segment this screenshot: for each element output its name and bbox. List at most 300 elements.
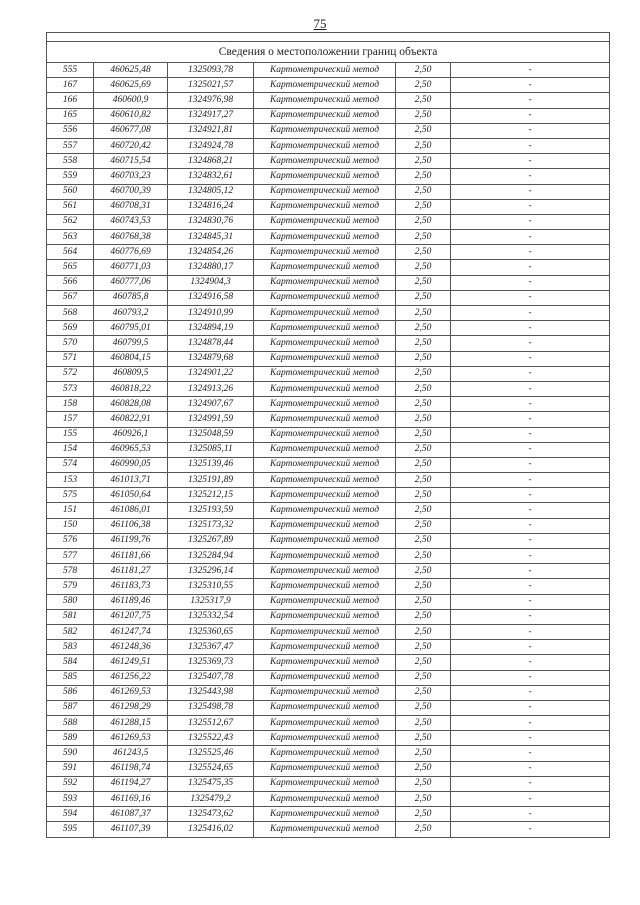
- cell-point-number: 587: [47, 700, 94, 715]
- cell-coord-y: 1324904,3: [168, 275, 254, 290]
- table-row: [47, 381, 610, 396]
- cell-extra: -: [451, 685, 610, 700]
- cell-coord-y: 1325475,35: [168, 776, 254, 791]
- cell-extra: -: [451, 700, 610, 715]
- cell-coord-y: 1325267,89: [168, 533, 254, 548]
- cell-method: Картометрический метод: [254, 761, 396, 776]
- cell-accuracy: 2,50: [396, 230, 451, 245]
- cell-point-number: 590: [47, 746, 94, 761]
- cell-extra: -: [451, 260, 610, 275]
- cell-accuracy: 2,50: [396, 473, 451, 488]
- cell-coord-x: 461013,71: [94, 473, 168, 488]
- cell-accuracy: 2,50: [396, 366, 451, 381]
- cell-point-number: 582: [47, 624, 94, 639]
- cell-coord-x: 460822,91: [94, 412, 168, 427]
- cell-extra: -: [451, 746, 610, 761]
- cell-accuracy: 2,50: [396, 549, 451, 564]
- cell-point-number: 564: [47, 245, 94, 260]
- cell-method: Картометрический метод: [254, 503, 396, 518]
- cell-point-number: 166: [47, 93, 94, 108]
- cell-coord-y: 1324916,58: [168, 290, 254, 305]
- cell-coord-y: 1324816,24: [168, 199, 254, 214]
- cell-coord-y: 1325191,89: [168, 473, 254, 488]
- cell-method: Картометрический метод: [254, 214, 396, 229]
- cell-method: Картометрический метод: [254, 609, 396, 624]
- cell-accuracy: 2,50: [396, 761, 451, 776]
- cell-coord-y: 1325048,59: [168, 427, 254, 442]
- cell-coord-y: 1324921,81: [168, 123, 254, 138]
- cell-accuracy: 2,50: [396, 746, 451, 761]
- cell-extra: -: [451, 138, 610, 153]
- cell-point-number: 559: [47, 169, 94, 184]
- table-row: [47, 716, 610, 731]
- cell-accuracy: 2,50: [396, 397, 451, 412]
- section-title: Сведения о местоположении границ объекта: [47, 42, 610, 63]
- cell-point-number: 562: [47, 214, 94, 229]
- cell-point-number: 576: [47, 533, 94, 548]
- cell-method: Картометрический метод: [254, 579, 396, 594]
- cell-method: Картометрический метод: [254, 640, 396, 655]
- cell-point-number: 570: [47, 336, 94, 351]
- cell-extra: -: [451, 123, 610, 138]
- cell-extra: -: [451, 306, 610, 321]
- cell-accuracy: 2,50: [396, 594, 451, 609]
- cell-point-number: 588: [47, 716, 94, 731]
- table-row: [47, 230, 610, 245]
- cell-coord-x: 460715,54: [94, 154, 168, 169]
- cell-coord-x: 461249,51: [94, 655, 168, 670]
- table-row: [47, 93, 610, 108]
- cell-coord-x: 460804,15: [94, 351, 168, 366]
- cell-coord-y: 1325473,62: [168, 807, 254, 822]
- cell-point-number: 583: [47, 640, 94, 655]
- cell-coord-x: 461298,29: [94, 700, 168, 715]
- cell-method: Картометрический метод: [254, 488, 396, 503]
- cell-method: Картометрический метод: [254, 260, 396, 275]
- table-row: [47, 336, 610, 351]
- cell-coord-y: 1324910,99: [168, 306, 254, 321]
- cell-coord-x: 460965,53: [94, 442, 168, 457]
- cell-extra: -: [451, 624, 610, 639]
- table-row: [47, 807, 610, 822]
- cell-coord-x: 461247,74: [94, 624, 168, 639]
- cell-coord-y: 1325332,54: [168, 609, 254, 624]
- cell-accuracy: 2,50: [396, 518, 451, 533]
- cell-coord-x: 460768,38: [94, 230, 168, 245]
- table-row: [47, 822, 610, 837]
- cell-point-number: 573: [47, 381, 94, 396]
- cell-extra: -: [451, 488, 610, 503]
- cell-accuracy: 2,50: [396, 564, 451, 579]
- cell-method: Картометрический метод: [254, 624, 396, 639]
- cell-method: Картометрический метод: [254, 685, 396, 700]
- cell-accuracy: 2,50: [396, 624, 451, 639]
- cell-point-number: 586: [47, 685, 94, 700]
- cell-accuracy: 2,50: [396, 579, 451, 594]
- cell-coord-x: 461248,36: [94, 640, 168, 655]
- cell-point-number: 555: [47, 63, 94, 78]
- cell-method: Картометрический метод: [254, 351, 396, 366]
- cell-coord-x: 461207,75: [94, 609, 168, 624]
- cell-method: Картометрический метод: [254, 230, 396, 245]
- cell-method: Картометрический метод: [254, 457, 396, 472]
- cell-point-number: 558: [47, 154, 94, 169]
- table-row: [47, 397, 610, 412]
- cell-accuracy: 2,50: [396, 93, 451, 108]
- cell-coord-y: 1324901,22: [168, 366, 254, 381]
- cell-accuracy: 2,50: [396, 807, 451, 822]
- cell-accuracy: 2,50: [396, 214, 451, 229]
- cell-method: Картометрический метод: [254, 549, 396, 564]
- cell-coord-y: 1324805,12: [168, 184, 254, 199]
- cell-accuracy: 2,50: [396, 700, 451, 715]
- table-row: [47, 351, 610, 366]
- cell-point-number: 151: [47, 503, 94, 518]
- table-row: [47, 594, 610, 609]
- table-row: [47, 624, 610, 639]
- table-row: [47, 518, 610, 533]
- cell-accuracy: 2,50: [396, 427, 451, 442]
- cell-coord-y: 1325021,57: [168, 78, 254, 93]
- cell-method: Картометрический метод: [254, 700, 396, 715]
- cell-coord-x: 461169,16: [94, 792, 168, 807]
- table-row: [47, 306, 610, 321]
- cell-coord-y: 1324854,26: [168, 245, 254, 260]
- cell-method: Картометрический метод: [254, 473, 396, 488]
- cell-coord-x: 461199,76: [94, 533, 168, 548]
- cell-method: Картометрический метод: [254, 412, 396, 427]
- cell-point-number: 556: [47, 123, 94, 138]
- cell-accuracy: 2,50: [396, 533, 451, 548]
- cell-extra: -: [451, 78, 610, 93]
- cell-coord-y: 1325367,47: [168, 640, 254, 655]
- cell-coord-x: 461288,15: [94, 716, 168, 731]
- cell-coord-y: 1325524,65: [168, 761, 254, 776]
- cell-extra: -: [451, 321, 610, 336]
- cell-coord-y: 1324907,67: [168, 397, 254, 412]
- cell-coord-x: 461087,37: [94, 807, 168, 822]
- cell-method: Картометрический метод: [254, 381, 396, 396]
- cell-coord-y: 1325416,02: [168, 822, 254, 837]
- cell-coord-x: 460777,06: [94, 275, 168, 290]
- cell-method: Картометрический метод: [254, 63, 396, 78]
- cell-point-number: 594: [47, 807, 94, 822]
- cell-point-number: 566: [47, 275, 94, 290]
- cell-method: Картометрический метод: [254, 306, 396, 321]
- cell-point-number: 569: [47, 321, 94, 336]
- cell-extra: -: [451, 154, 610, 169]
- cell-point-number: 568: [47, 306, 94, 321]
- cell-coord-x: 460771,03: [94, 260, 168, 275]
- cell-point-number: 572: [47, 366, 94, 381]
- cell-coord-y: 1324830,76: [168, 214, 254, 229]
- cell-accuracy: 2,50: [396, 78, 451, 93]
- table-row: [47, 123, 610, 138]
- table-row: [47, 533, 610, 548]
- cell-method: Картометрический метод: [254, 792, 396, 807]
- cell-extra: -: [451, 473, 610, 488]
- cell-method: Картометрический метод: [254, 822, 396, 837]
- cell-method: Картометрический метод: [254, 670, 396, 685]
- cell-coord-x: 460743,53: [94, 214, 168, 229]
- cell-coord-y: 1325317,9: [168, 594, 254, 609]
- table-row: [47, 412, 610, 427]
- cell-extra: -: [451, 579, 610, 594]
- cell-coord-x: 461269,53: [94, 731, 168, 746]
- cell-extra: -: [451, 731, 610, 746]
- cell-extra: -: [451, 230, 610, 245]
- table-row: [47, 670, 610, 685]
- cell-coord-y: 1325369,73: [168, 655, 254, 670]
- table-row: [47, 63, 610, 78]
- cell-method: Картометрический метод: [254, 154, 396, 169]
- cell-coord-x: 460926,1: [94, 427, 168, 442]
- cell-point-number: 158: [47, 397, 94, 412]
- table-row: [47, 290, 610, 305]
- table-row: [47, 442, 610, 457]
- table-row: [47, 321, 610, 336]
- cell-method: Картометрический метод: [254, 275, 396, 290]
- cell-extra: -: [451, 427, 610, 442]
- cell-coord-x: 461050,64: [94, 488, 168, 503]
- cell-coord-x: 461256,22: [94, 670, 168, 685]
- cell-method: Картометрический метод: [254, 123, 396, 138]
- cell-extra: -: [451, 655, 610, 670]
- table-row: [47, 199, 610, 214]
- cell-method: Картометрический метод: [254, 138, 396, 153]
- cell-coord-y: 1325296,14: [168, 564, 254, 579]
- cell-coord-x: 460720,42: [94, 138, 168, 153]
- cell-point-number: 581: [47, 609, 94, 624]
- cell-point-number: 567: [47, 290, 94, 305]
- table-spacer-row: [47, 33, 610, 42]
- cell-extra: -: [451, 609, 610, 624]
- cell-accuracy: 2,50: [396, 275, 451, 290]
- table-row: [47, 655, 610, 670]
- cell-extra: -: [451, 412, 610, 427]
- table-row: [47, 685, 610, 700]
- table-row: [47, 792, 610, 807]
- cell-coord-x: 461181,27: [94, 564, 168, 579]
- table-row: [47, 473, 610, 488]
- cell-accuracy: 2,50: [396, 169, 451, 184]
- cell-extra: -: [451, 640, 610, 655]
- cell-accuracy: 2,50: [396, 138, 451, 153]
- cell-method: Картометрический метод: [254, 442, 396, 457]
- cell-accuracy: 2,50: [396, 442, 451, 457]
- cell-coord-y: 1325360,65: [168, 624, 254, 639]
- cell-point-number: 571: [47, 351, 94, 366]
- cell-extra: -: [451, 761, 610, 776]
- cell-extra: -: [451, 776, 610, 791]
- table-row: [47, 214, 610, 229]
- cell-method: Картометрический метод: [254, 245, 396, 260]
- cell-accuracy: 2,50: [396, 503, 451, 518]
- cell-extra: -: [451, 275, 610, 290]
- cell-extra: -: [451, 564, 610, 579]
- cell-method: Картометрический метод: [254, 427, 396, 442]
- cell-coord-y: 1324845,31: [168, 230, 254, 245]
- cell-extra: -: [451, 290, 610, 305]
- cell-coord-y: 1325093,78: [168, 63, 254, 78]
- cell-coord-x: 460600,9: [94, 93, 168, 108]
- cell-extra: -: [451, 822, 610, 837]
- table-row: [47, 108, 610, 123]
- table-row: [47, 245, 610, 260]
- cell-accuracy: 2,50: [396, 822, 451, 837]
- cell-method: Картометрический метод: [254, 716, 396, 731]
- cell-method: Картометрический метод: [254, 594, 396, 609]
- cell-coord-x: 460610,82: [94, 108, 168, 123]
- cell-coord-y: 1324868,21: [168, 154, 254, 169]
- cell-method: Картометрический метод: [254, 776, 396, 791]
- cell-accuracy: 2,50: [396, 457, 451, 472]
- cell-method: Картометрический метод: [254, 184, 396, 199]
- cell-point-number: 580: [47, 594, 94, 609]
- cell-extra: -: [451, 381, 610, 396]
- cell-coord-x: 460818,22: [94, 381, 168, 396]
- cell-coord-y: 1324991,59: [168, 412, 254, 427]
- cell-coord-x: 460795,01: [94, 321, 168, 336]
- cell-coord-x: 460776,69: [94, 245, 168, 260]
- cell-method: Картометрический метод: [254, 336, 396, 351]
- cell-point-number: 591: [47, 761, 94, 776]
- cell-coord-x: 461189,46: [94, 594, 168, 609]
- cell-method: Картометрический метод: [254, 533, 396, 548]
- cell-coord-y: 1325193,59: [168, 503, 254, 518]
- table-row: [47, 169, 610, 184]
- cell-accuracy: 2,50: [396, 716, 451, 731]
- cell-coord-y: 1324880,17: [168, 260, 254, 275]
- table-row: [47, 564, 610, 579]
- cell-coord-y: 1325407,78: [168, 670, 254, 685]
- cell-point-number: 575: [47, 488, 94, 503]
- cell-method: Картометрический метод: [254, 397, 396, 412]
- cell-coord-x: 461106,38: [94, 518, 168, 533]
- cell-extra: -: [451, 670, 610, 685]
- cell-coord-y: 1325212,15: [168, 488, 254, 503]
- cell-extra: -: [451, 169, 610, 184]
- cell-coord-x: 461181,66: [94, 549, 168, 564]
- table-row: [47, 260, 610, 275]
- table-row: [47, 579, 610, 594]
- cell-coord-x: 460990,05: [94, 457, 168, 472]
- cell-coord-y: 1325479,2: [168, 792, 254, 807]
- table-row: [47, 184, 610, 199]
- cell-accuracy: 2,50: [396, 63, 451, 78]
- cell-coord-x: 460809,5: [94, 366, 168, 381]
- cell-extra: -: [451, 549, 610, 564]
- cell-method: Картометрический метод: [254, 321, 396, 336]
- table-row: [47, 138, 610, 153]
- table-row: [47, 488, 610, 503]
- cell-accuracy: 2,50: [396, 123, 451, 138]
- cell-coord-y: 1324924,78: [168, 138, 254, 153]
- cell-coord-x: 461269,53: [94, 685, 168, 700]
- cell-extra: -: [451, 351, 610, 366]
- cell-accuracy: 2,50: [396, 336, 451, 351]
- cell-method: Картометрический метод: [254, 169, 396, 184]
- cell-extra: -: [451, 533, 610, 548]
- cell-point-number: 574: [47, 457, 94, 472]
- cell-point-number: 561: [47, 199, 94, 214]
- cell-point-number: 155: [47, 427, 94, 442]
- cell-coord-y: 1325522,43: [168, 731, 254, 746]
- cell-point-number: 589: [47, 731, 94, 746]
- cell-extra: -: [451, 336, 610, 351]
- cell-method: Картометрический метод: [254, 108, 396, 123]
- cell-accuracy: 2,50: [396, 351, 451, 366]
- cell-extra: -: [451, 214, 610, 229]
- cell-coord-x: 461198,74: [94, 761, 168, 776]
- cell-method: Картометрический метод: [254, 366, 396, 381]
- cell-coord-x: 460677,08: [94, 123, 168, 138]
- cell-extra: -: [451, 63, 610, 78]
- cell-point-number: 585: [47, 670, 94, 685]
- cell-coord-y: 1325284,94: [168, 549, 254, 564]
- cell-method: Картометрический метод: [254, 518, 396, 533]
- cell-coord-y: 1324913,26: [168, 381, 254, 396]
- cell-accuracy: 2,50: [396, 245, 451, 260]
- boundary-table: [46, 32, 610, 838]
- cell-accuracy: 2,50: [396, 731, 451, 746]
- cell-method: Картометрический метод: [254, 290, 396, 305]
- cell-coord-y: 1325525,46: [168, 746, 254, 761]
- cell-coord-x: 460785,8: [94, 290, 168, 305]
- cell-extra: -: [451, 442, 610, 457]
- cell-extra: -: [451, 184, 610, 199]
- table-row: [47, 549, 610, 564]
- table-row: [47, 275, 610, 290]
- cell-point-number: 153: [47, 473, 94, 488]
- cell-extra: -: [451, 108, 610, 123]
- cell-extra: -: [451, 807, 610, 822]
- cell-extra: -: [451, 716, 610, 731]
- cell-extra: -: [451, 93, 610, 108]
- cell-accuracy: 2,50: [396, 640, 451, 655]
- cell-coord-x: 460828,08: [94, 397, 168, 412]
- cell-point-number: 150: [47, 518, 94, 533]
- cell-coord-y: 1325498,78: [168, 700, 254, 715]
- cell-point-number: 167: [47, 78, 94, 93]
- cell-coord-x: 460708,31: [94, 199, 168, 214]
- cell-point-number: 592: [47, 776, 94, 791]
- page-number: 75: [313, 16, 327, 31]
- cell-coord-y: 1325085,11: [168, 442, 254, 457]
- cell-method: Картометрический метод: [254, 746, 396, 761]
- cell-coord-x: 460625,69: [94, 78, 168, 93]
- cell-point-number: 584: [47, 655, 94, 670]
- cell-coord-x: 460799,5: [94, 336, 168, 351]
- cell-accuracy: 2,50: [396, 381, 451, 396]
- cell-point-number: 565: [47, 260, 94, 275]
- table-row: [47, 746, 610, 761]
- cell-extra: -: [451, 518, 610, 533]
- cell-extra: -: [451, 594, 610, 609]
- cell-point-number: 157: [47, 412, 94, 427]
- cell-method: Картометрический метод: [254, 731, 396, 746]
- cell-extra: -: [451, 503, 610, 518]
- cell-extra: -: [451, 245, 610, 260]
- cell-coord-x: 460793,2: [94, 306, 168, 321]
- cell-accuracy: 2,50: [396, 655, 451, 670]
- cell-accuracy: 2,50: [396, 154, 451, 169]
- cell-method: Картометрический метод: [254, 93, 396, 108]
- cell-extra: -: [451, 366, 610, 381]
- cell-accuracy: 2,50: [396, 290, 451, 305]
- cell-point-number: 557: [47, 138, 94, 153]
- cell-coord-x: 461107,39: [94, 822, 168, 837]
